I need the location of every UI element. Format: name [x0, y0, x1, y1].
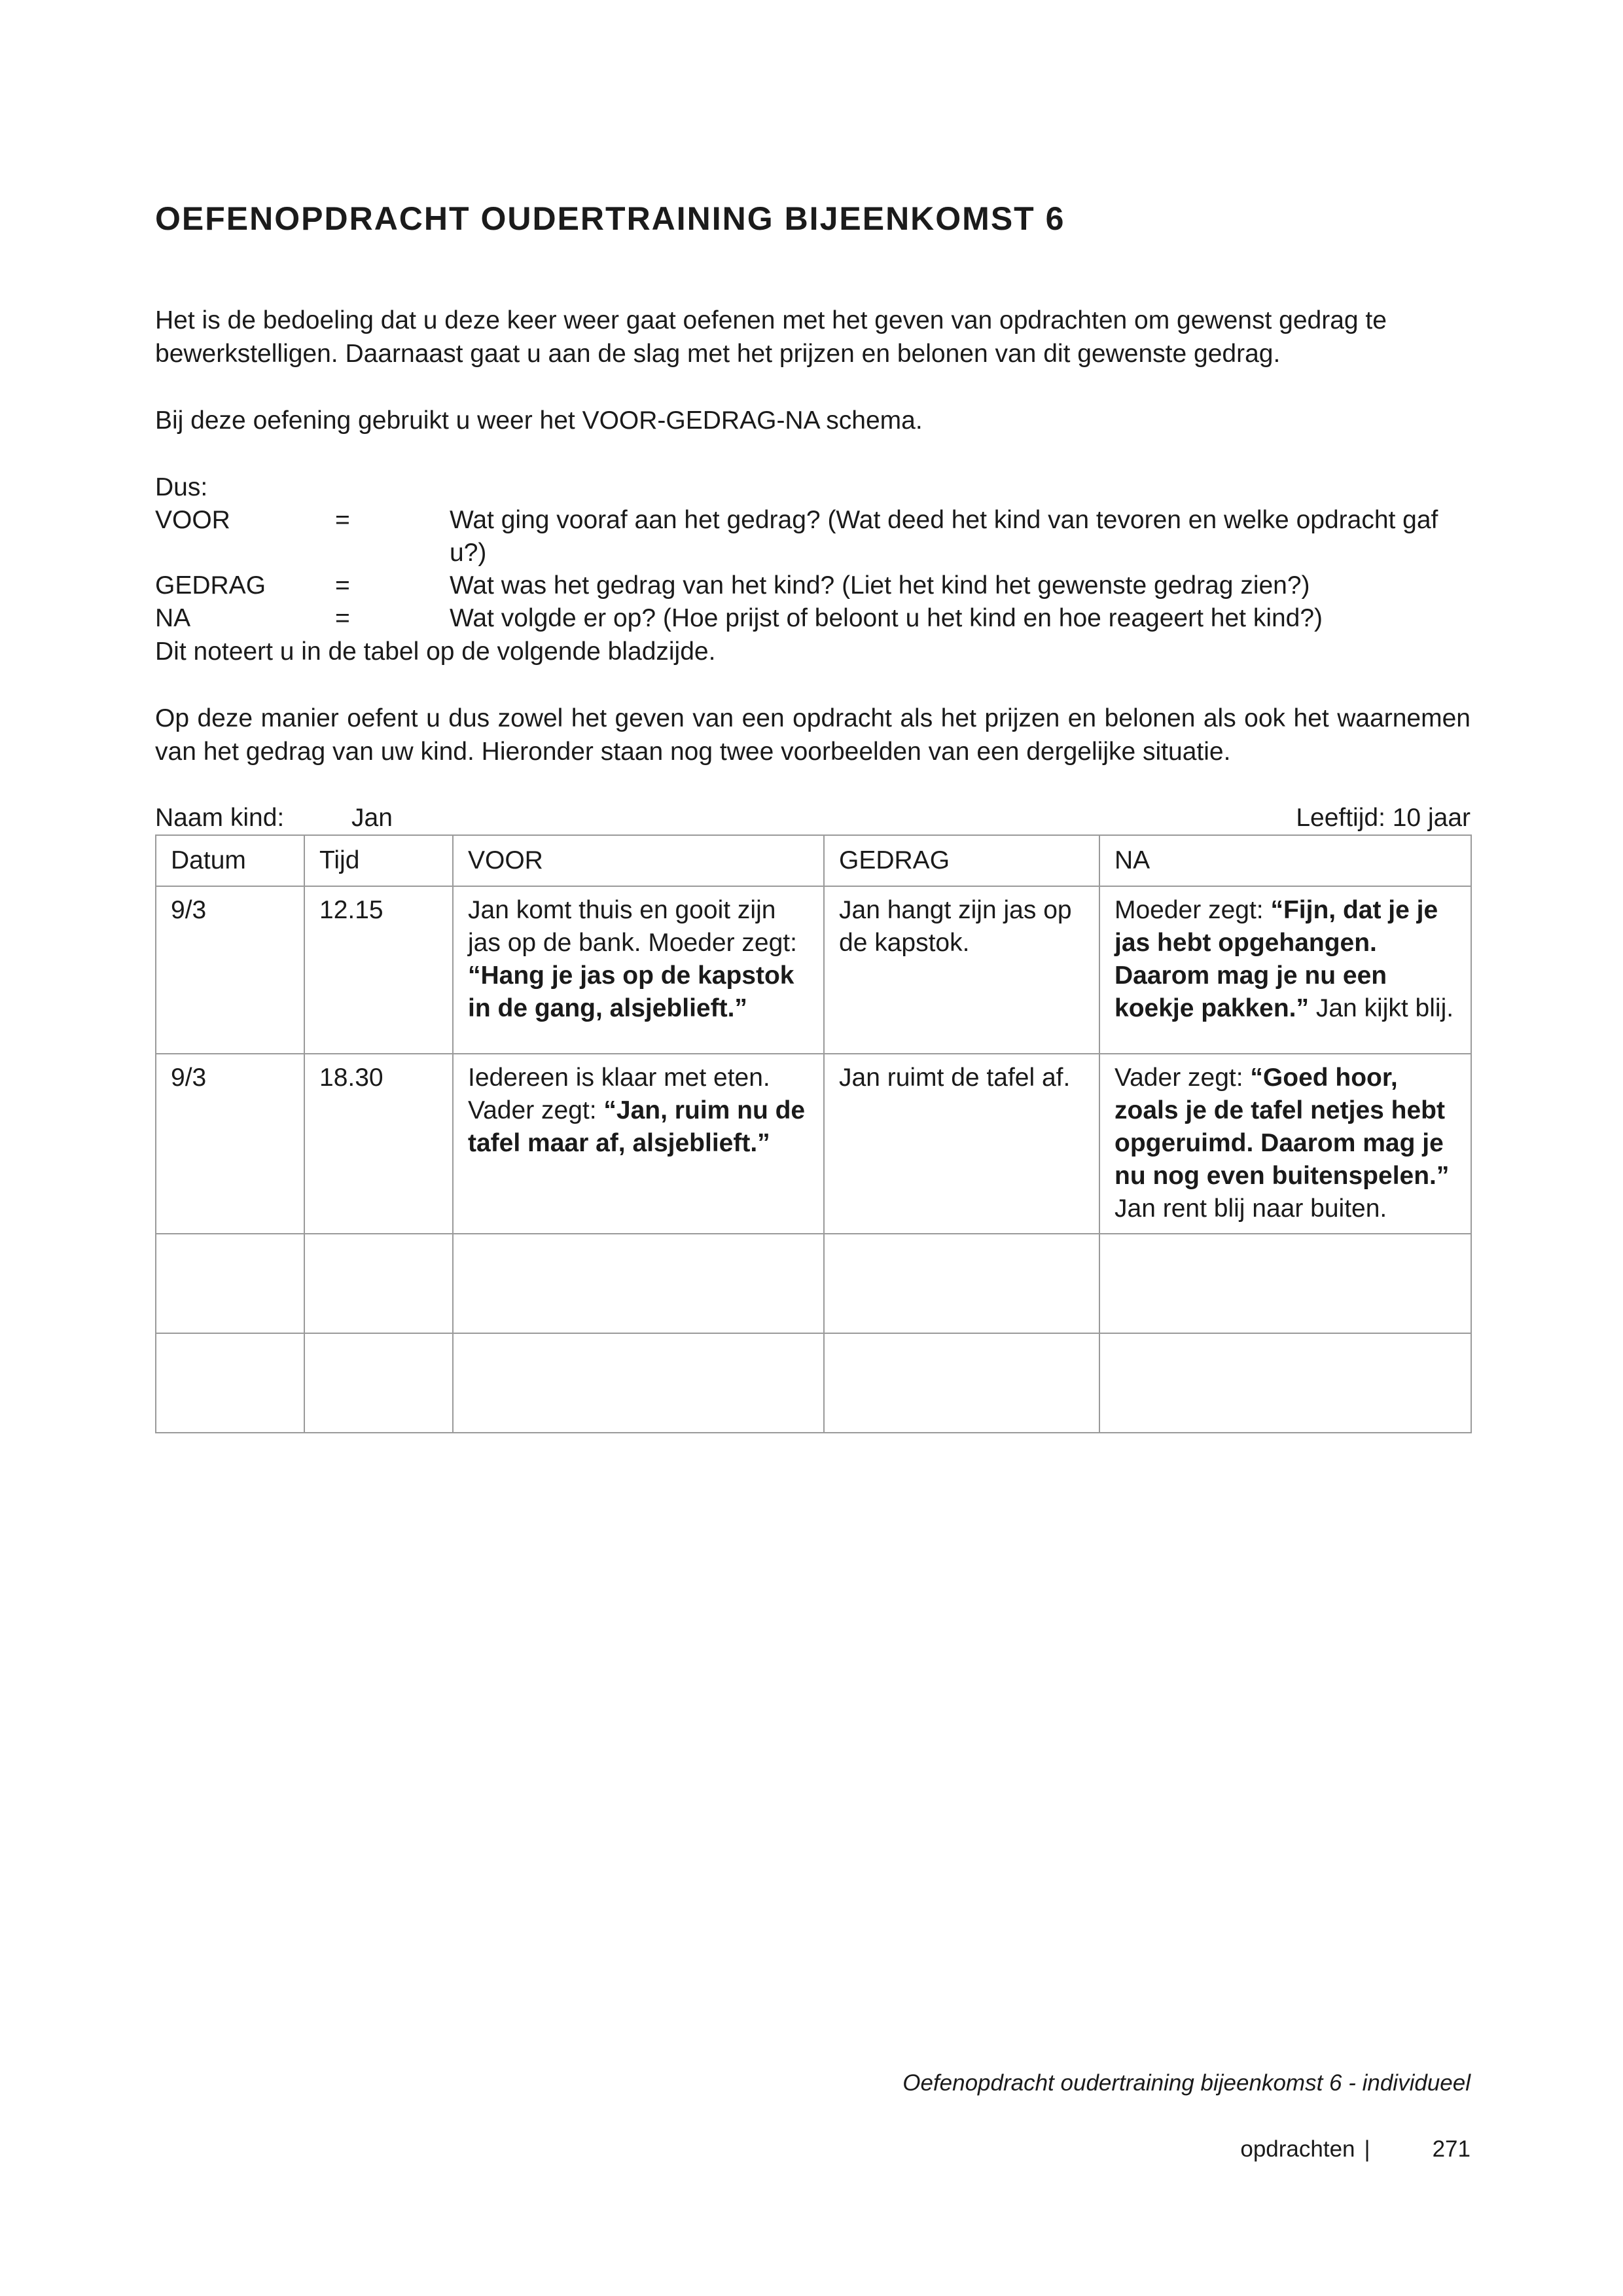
- page-title: OEFENOPDRACHT OUDERTRAINING BIJEENKOMST 6: [155, 200, 1065, 237]
- na-after-text: Jan kijkt blij.: [1309, 994, 1454, 1022]
- cell-empty: [1099, 1333, 1471, 1433]
- name-label: Naam kind:: [155, 804, 285, 832]
- header-tijd: Tijd: [304, 835, 453, 886]
- table-row-empty: [156, 1333, 1471, 1433]
- voor-text: Jan komt thuis en gooit zijn jas op de bank. Moeder zegt:: [468, 896, 797, 957]
- table-note: Dit noteert u in de tabel op de volgende bladzijde.: [155, 637, 716, 666]
- cell-empty: [1099, 1234, 1471, 1333]
- na-after-text: Jan rent blij naar buiten.: [1115, 1194, 1387, 1223]
- cell-voor: [453, 1054, 824, 1234]
- schema-sentence: Bij deze oefening gebruikt u weer het VOOR-GEDRAG-NA schema.: [155, 406, 923, 435]
- footer-separator: |: [1364, 2136, 1370, 2162]
- name-value: Jan: [351, 804, 393, 832]
- definition-term: NA: [155, 604, 191, 632]
- page-content: [155, 196, 1471, 1433]
- intro-paragraph: Het is de bedoeling dat u deze keer weer gaat oefenen met het geven van opdrachten om gewenst gedrag te bewerkstelligen. Daarnaast gaat u aan de slag met het prijzen en belonen van dit gewenste gedrag.: [155, 306, 1387, 368]
- definition-row-gedrag: [155, 569, 1471, 602]
- footer-section: opdrachten: [1240, 2136, 1355, 2162]
- cell-datum: 9/3: [156, 1054, 304, 1234]
- na-quote: “Goed hoor, zoals je de tafel netjes hebt opgeruimd. Daarom mag je nu nog even buitenspelen.”: [1115, 1064, 1450, 1190]
- cell-voor: [453, 886, 824, 1054]
- header-voor: VOOR: [453, 835, 824, 886]
- cell-gedrag: Jan ruimt de tafel af.: [824, 1054, 1099, 1234]
- cell-na: [1099, 886, 1471, 1054]
- cell-datum: 9/3: [156, 886, 304, 1054]
- definition-equals: =: [335, 506, 350, 534]
- definition-equals: =: [335, 604, 350, 632]
- footer-title: Oefenopdracht oudertraining bijeenkomst 6 - individueel: [902, 2070, 1471, 2096]
- na-text: Vader zegt:: [1115, 1064, 1251, 1092]
- practice-paragraph: Op deze manier oefent u dus zowel het geven van een opdracht als het prijzen en belonen als ook het waarnemen van het gedrag van uw kind. Hieronder staan nog twee voorbeelden van een dergelijke situatie.: [155, 704, 1471, 766]
- age-label: Leeftijd: 10 jaar: [1296, 804, 1471, 832]
- voor-quote: “Jan, ruim nu de tafel maar af, alsjeblieft.”: [468, 1096, 806, 1157]
- header-datum: Datum: [156, 835, 304, 886]
- definition-term: VOOR: [155, 506, 230, 534]
- table-row: [156, 1054, 1471, 1234]
- cell-empty: [453, 1234, 824, 1333]
- cell-empty: [156, 1333, 304, 1433]
- cell-tijd: 12.15: [304, 886, 453, 1054]
- cell-empty: [824, 1333, 1099, 1433]
- definition-description: Wat volgde er op? (Hoe prijst of beloont u het kind en hoe reageert het kind?): [450, 604, 1323, 632]
- definition-row-na: [155, 602, 1471, 635]
- cell-empty: [824, 1234, 1099, 1333]
- child-info-line: [155, 802, 1471, 834]
- cell-empty: [304, 1234, 453, 1333]
- footer-pagination: [1240, 2134, 1471, 2164]
- table-row: [156, 886, 1471, 1054]
- dus-label: Dus:: [155, 473, 208, 501]
- header-na: NA: [1099, 835, 1471, 886]
- cell-empty: [453, 1333, 824, 1433]
- definition-equals: =: [335, 571, 350, 600]
- cell-na: [1099, 1054, 1471, 1234]
- definition-row-voor: [155, 504, 1471, 569]
- page-number: 271: [1432, 2136, 1471, 2162]
- voor-text: Iedereen is klaar met eten. Vader zegt:: [468, 1064, 770, 1124]
- definition-description: Wat was het gedrag van het kind? (Liet het kind het gewenste gedrag zien?): [450, 571, 1310, 600]
- voor-quote: “Hang je jas op de kapstok in de gang, alsjeblieft.”: [468, 961, 794, 1022]
- header-gedrag: GEDRAG: [824, 835, 1099, 886]
- na-text: Moeder zegt:: [1115, 896, 1271, 924]
- definition-term: GEDRAG: [155, 571, 266, 600]
- table-header-row: [156, 835, 1471, 886]
- cell-tijd: 18.30: [304, 1054, 453, 1234]
- cell-empty: [304, 1333, 453, 1433]
- cell-empty: [156, 1234, 304, 1333]
- definition-list: [155, 504, 1471, 635]
- behavior-table: [155, 834, 1472, 1433]
- na-quote: “Fijn, dat je je jas hebt opgehangen. Daarom mag je nu een koekje pakken.”: [1115, 896, 1438, 1022]
- table-row-empty: [156, 1234, 1471, 1333]
- definition-description: Wat ging vooraf aan het gedrag? (Wat deed het kind van tevoren en welke opdracht gaf u?): [450, 506, 1438, 567]
- cell-gedrag: Jan hangt zijn jas op de kapstok.: [824, 886, 1099, 1054]
